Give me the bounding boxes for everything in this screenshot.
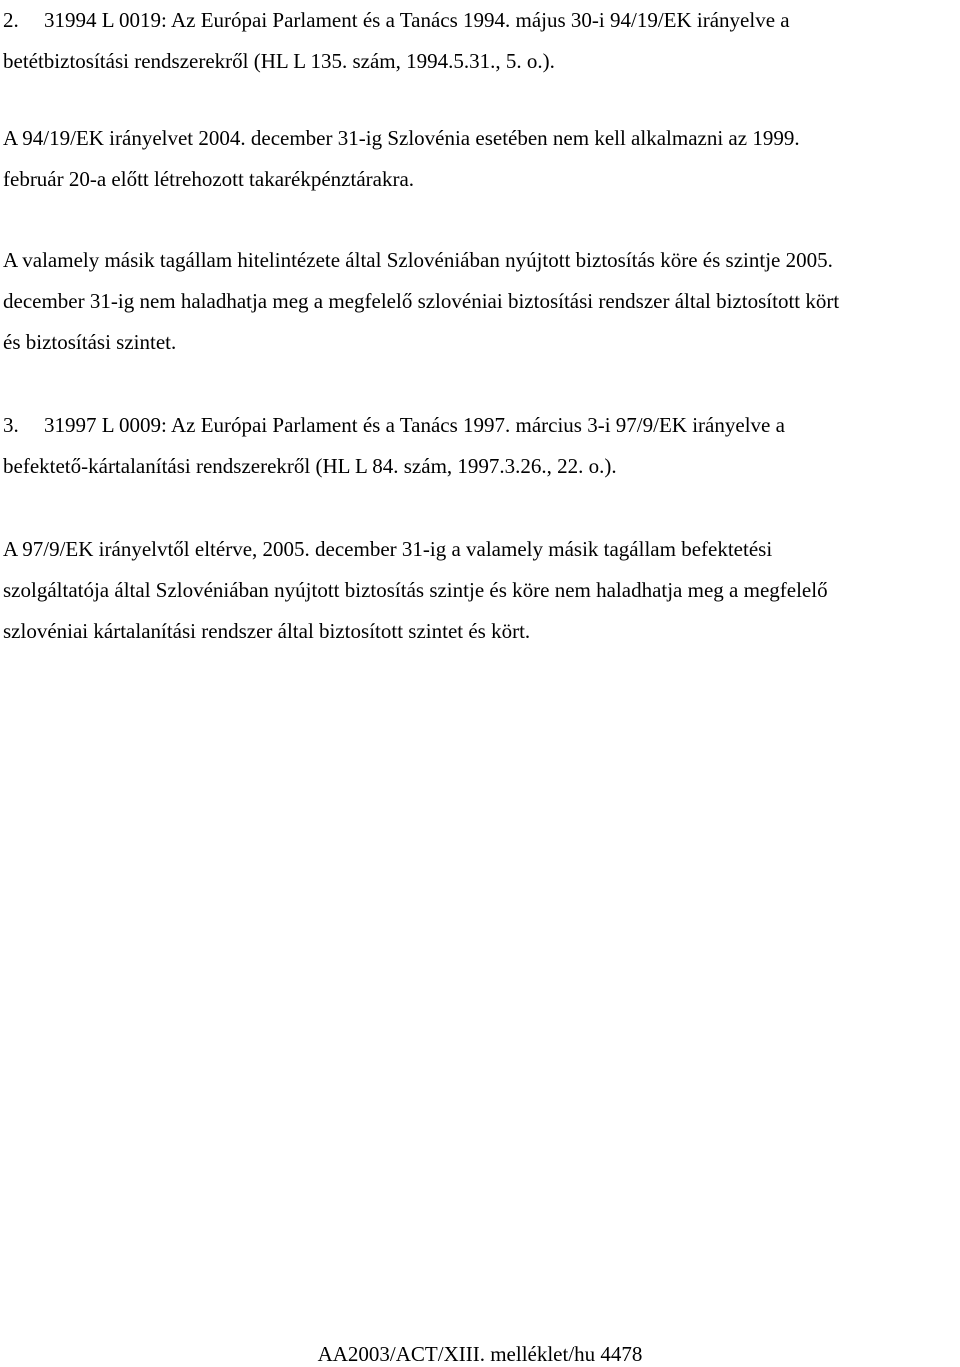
item-3-heading (3, 405, 956, 487)
item-3-heading-text-1: 31997 L 0009: Az Európai Parlament és a Tanács 1997. március 3-i 97/9/EK irányelve a (44, 413, 785, 437)
item-3-number: 3. (3, 413, 19, 437)
item-2-paragraph-2 (3, 240, 956, 363)
item-2-paragraph-1-line-1: A 94/19/EK irányelvet 2004. december 31-ig Szlovénia esetében nem kell alkalmazni az 1999. (3, 126, 800, 150)
item-2-paragraph-2-line-3: és biztosítási szintet. (3, 330, 177, 354)
item-3-heading-line-1 (3, 405, 956, 446)
item-2-paragraph-2-line-2: december 31-ig nem haladhatja meg a megfelelő szlovéniai biztosítási rendszer által biztosított kört (3, 289, 840, 313)
item-2-paragraph-1-line-2: február 20-a előtt létrehozott takarékpénztárakra. (3, 167, 415, 191)
item-3-paragraph-1 (3, 529, 956, 652)
item-2-number: 2. (3, 8, 19, 32)
page-footer: AA2003/ACT/XIII. melléklet/hu 4478 (317, 1342, 643, 1366)
item-3-heading-line-2: befektető-kártalanítási rendszerekről (HL L 84. szám, 1997.3.26., 22. o.). (3, 454, 617, 478)
item-2-heading-line-2: betétbiztosítási rendszerekről (HL L 135. szám, 1994.5.31., 5. o.). (3, 49, 555, 73)
item-2-heading (3, 0, 956, 82)
item-2-paragraph-1 (3, 118, 956, 200)
item-2-paragraph-2-line-1: A valamely másik tagállam hitelintézete által Szlovéniában nyújtott biztosítás köre és szintje 2005. (3, 248, 833, 272)
item-3-paragraph-1-line-2: szolgáltatója által Szlovéniában nyújtott biztosítás szintje és köre nem haladhatja meg a megfelelő (3, 578, 828, 602)
item-3-paragraph-1-line-3: szlovéniai kártalanítási rendszer által biztosított szintet és kört. (3, 619, 531, 643)
item-3-paragraph-1-line-1: A 97/9/EK irányelvtől eltérve, 2005. december 31-ig a valamely másik tagállam befektetési (3, 537, 773, 561)
item-2-heading-line-1 (3, 0, 956, 41)
item-2-heading-text-1: 31994 L 0019: Az Európai Parlament és a Tanács 1994. május 30-i 94/19/EK irányelve a (44, 8, 790, 32)
